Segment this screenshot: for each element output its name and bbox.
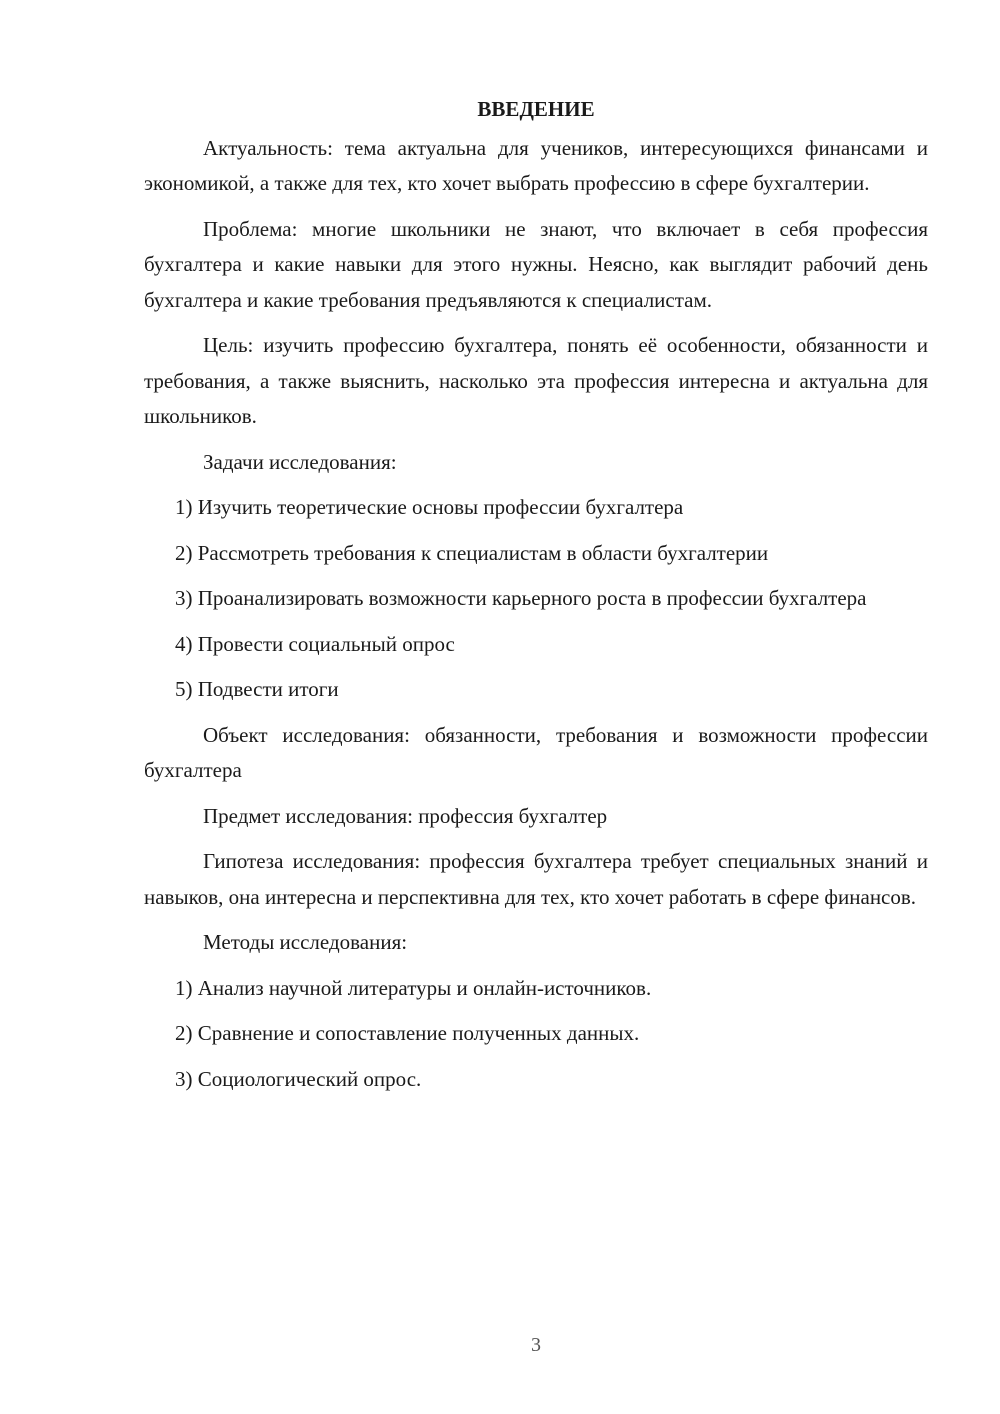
page-number: 3: [531, 1334, 541, 1356]
method-item: 3) Социологический опрос.: [175, 1066, 422, 1091]
problem-paragraph: Проблема: многие школьники не знают, что включает в себя профессия бухгалтера и какие навыки для этого нужны. Неясно, как выглядит рабочий день бухгалтера и какие требования предъявляются к специалистам.: [144, 216, 928, 312]
task-item: 1) Изучить теоретические основы профессии бухгалтера: [175, 495, 684, 519]
hypothesis-paragraph: Гипотеза исследования: профессия бухгалтера требует специальных знаний и навыков, она интересна и перспективна для тех, кто хочет работать в сфере финансов.: [144, 849, 928, 909]
methods-heading: Методы исследования:: [203, 930, 408, 954]
task-item: 3) Проанализировать возможности карьерного роста в профессии бухгалтера: [175, 586, 867, 610]
task-item: 2) Рассмотреть требования к специалистам в области бухгалтерии: [175, 540, 769, 565]
object-paragraph: Объект исследования: обязанности, требования и возможности профессии бухгалтера: [144, 722, 928, 782]
task-item: 5) Подвести итоги: [175, 677, 339, 701]
goal-paragraph: Цель: изучить профессию бухгалтера, понять её особенности, обязанности и требования, а также выяснить, насколько эта профессия интересна и актуальна для школьников.: [144, 333, 928, 428]
subject-paragraph: Предмет исследования: профессия бухгалтер: [203, 803, 608, 828]
task-item: 4) Провести социальный опрос: [175, 631, 455, 656]
tasks-heading: Задачи исследования:: [203, 449, 397, 474]
relevance-paragraph: Актуальность: тема актуальна для учеников, интересующихся финансами и экономикой, а также для тех, кто хочет выбрать профессию в сфере бухгалтерии.: [144, 135, 928, 195]
method-item: 1) Анализ научной литературы и онлайн-источников.: [175, 975, 652, 1000]
page-title: ВВЕДЕНИЕ: [477, 97, 595, 121]
method-item: 2) Сравнение и сопоставление полученных данных.: [175, 1021, 640, 1045]
document-page: [144, 92, 928, 1107]
